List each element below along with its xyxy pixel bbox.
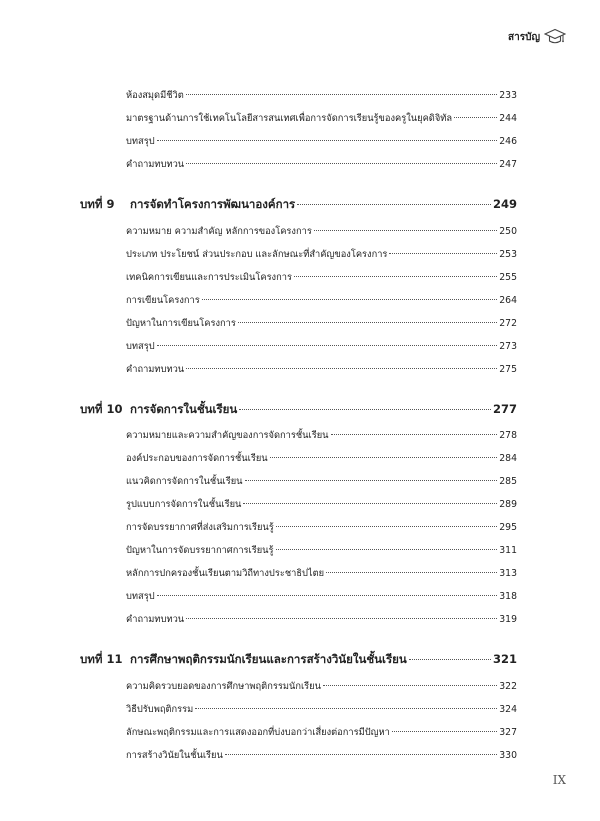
toc-entry[interactable]: [126, 88, 517, 103]
toc-entry-title: ปัญหาในการจัดบรรยากาศการเรียนรู้: [126, 545, 274, 556]
toc-entry-page-number: 233: [499, 90, 517, 101]
toc-entry-title: บทสรุป: [126, 136, 155, 147]
toc-entry-title: คำถามทบทวน: [126, 159, 185, 170]
dot-leader: [314, 230, 497, 231]
chapter-title: การจัดทำโครงการพัฒนาองค์การ: [130, 197, 296, 211]
toc-entry-page-number: 285: [499, 476, 517, 487]
toc-entry-page-number: 318: [499, 591, 517, 602]
chapter-page-number: 321: [492, 652, 517, 666]
toc-entry-title: องค์ประกอบของการจัดการชั้นเรียน: [126, 453, 268, 464]
toc-entry-page-number: 289: [499, 499, 517, 510]
toc-entry-title: การจัดบรรยากาศที่ส่งเสริมการเรียนรู้: [126, 522, 274, 533]
toc-entry-title: คำถามทบทวน: [126, 364, 185, 375]
page-number: IX: [552, 773, 566, 787]
dot-leader: [243, 503, 497, 504]
dot-leader: [238, 322, 497, 323]
toc-entry[interactable]: [126, 566, 517, 581]
toc-entry-title: บทสรุป: [126, 341, 155, 352]
toc-entry-page-number: 278: [499, 430, 517, 441]
chapter-page-number: 249: [492, 197, 517, 211]
graduation-cap-icon: [544, 28, 566, 46]
dot-leader: [326, 572, 497, 573]
toc-entry[interactable]: [126, 543, 517, 558]
toc-entry-title: ความคิดรวบยอดของการศึกษาพฤติกรรมนักเรียน: [126, 681, 321, 692]
dot-leader: [245, 480, 498, 481]
dot-leader: [157, 140, 498, 141]
toc-entry-page-number: 246: [499, 136, 517, 147]
toc-entry[interactable]: [126, 612, 517, 627]
toc-entry[interactable]: [126, 451, 517, 466]
toc-entry-title: ประเภท ประโยชน์ ส่วนประกอบ และลักษณะที่สำคัญของโครงการ: [126, 249, 388, 260]
toc-entry-title: การสร้างวินัยในชั้นเรียน: [126, 750, 223, 761]
toc-entry[interactable]: [126, 679, 517, 694]
toc-entry[interactable]: [126, 247, 517, 262]
toc-entry-page-number: 255: [499, 272, 517, 283]
dot-leader: [389, 253, 497, 254]
toc-entry[interactable]: [126, 157, 517, 172]
chapter-number: บทที่ 9: [80, 197, 115, 211]
chapter-heading[interactable]: [80, 401, 517, 419]
chapter-number: บทที่ 11: [80, 652, 123, 666]
dot-leader: [186, 94, 497, 95]
toc-entry-title: ลักษณะพฤติกรรมและการแสดงออกที่บ่งบอกว่าเสี่ยงต่อการมีปัญหา: [126, 727, 390, 738]
toc-entry[interactable]: [126, 270, 517, 285]
toc-entry[interactable]: [126, 520, 517, 535]
running-header-title: สารบัญ: [508, 31, 540, 43]
toc-entry-title: การเขียนโครงการ: [126, 295, 200, 306]
toc-entry-title: ห้องสมุดมีชีวิต: [126, 90, 184, 101]
dot-leader: [270, 457, 498, 458]
dot-leader: [202, 299, 497, 300]
toc-entry-title: มาตรฐานด้านการใช้เทคโนโลยีสารสนเทศเพื่อการจัดการเรียนรู้ของครูในยุคดิจิทัล: [126, 113, 453, 124]
toc-entry-title: หลักการปกครองชั้นเรียนตามวิถีทางประชาธิปไตย: [126, 568, 325, 579]
toc-entry-title: แนวคิดการจัดการในชั้นเรียน: [126, 476, 243, 487]
dot-leader: [186, 368, 497, 369]
dot-leader: [157, 595, 498, 596]
toc-entry-title: ปัญหาในการเขียนโครงการ: [126, 318, 236, 329]
toc-entry[interactable]: [126, 339, 517, 354]
toc-entry-page-number: 273: [499, 341, 517, 352]
chapter-heading[interactable]: [80, 196, 517, 214]
toc-entry[interactable]: [126, 428, 517, 443]
toc-entry-page-number: 247: [499, 159, 517, 170]
chapter-heading[interactable]: [80, 651, 517, 669]
toc-entry[interactable]: [126, 589, 517, 604]
dot-leader: [276, 526, 497, 527]
toc-entry-title: รูปแบบการจัดการในชั้นเรียน: [126, 499, 242, 510]
toc-entry-title: บทสรุป: [126, 591, 155, 602]
dot-leader: [186, 618, 497, 619]
chapter-page-number: 277: [492, 402, 517, 416]
running-header: [508, 28, 566, 46]
toc-entry[interactable]: [126, 134, 517, 149]
toc-entry[interactable]: [126, 702, 517, 717]
toc-entry-page-number: 319: [499, 614, 517, 625]
toc-entry-page-number: 295: [499, 522, 517, 533]
toc-entry-page-number: 250: [499, 226, 517, 237]
toc-entry-title: คำถามทบทวน: [126, 614, 185, 625]
dot-leader: [297, 204, 491, 205]
dot-leader: [454, 117, 497, 118]
toc-entry[interactable]: [126, 474, 517, 489]
toc-entry-title: เทคนิคการเขียนและการประเมินโครงการ: [126, 272, 292, 283]
toc-entry[interactable]: [126, 362, 517, 377]
toc-entry-page-number: 324: [499, 704, 517, 715]
toc-entry-page-number: 327: [499, 727, 517, 738]
dot-leader: [276, 549, 498, 550]
toc-entry-page-number: 284: [499, 453, 517, 464]
dot-leader: [392, 731, 497, 732]
dot-leader: [294, 276, 497, 277]
toc-entry[interactable]: [126, 111, 517, 126]
toc-entry-page-number: 322: [499, 681, 517, 692]
toc-entry-page-number: 253: [499, 249, 517, 260]
toc-entry-page-number: 330: [499, 750, 517, 761]
toc-entry-page-number: 264: [499, 295, 517, 306]
toc-entry-page-number: 275: [499, 364, 517, 375]
toc-entry-title: ความหมาย ความสำคัญ หลักการของโครงการ: [126, 226, 312, 237]
toc-entry-page-number: 311: [499, 545, 517, 556]
toc-entry[interactable]: [126, 497, 517, 512]
chapter-number: บทที่ 10: [80, 402, 123, 416]
toc-entry[interactable]: [126, 293, 517, 308]
dot-leader: [195, 708, 497, 709]
toc-entry[interactable]: [126, 725, 517, 740]
dot-leader: [157, 345, 498, 346]
dot-leader: [331, 434, 498, 435]
toc-entry-page-number: 244: [499, 113, 517, 124]
toc-entry-page-number: 313: [499, 568, 517, 579]
chapter-title: การศึกษาพฤติกรรมนักเรียนและการสร้างวินัยในชั้นเรียน: [130, 652, 407, 666]
toc-entry[interactable]: [126, 748, 517, 763]
toc-entry-title: วิธีปรับพฤติกรรม: [126, 704, 194, 715]
toc-entry[interactable]: [126, 224, 517, 239]
dot-leader: [186, 163, 497, 164]
dot-leader: [409, 659, 491, 660]
toc-entry[interactable]: [126, 316, 517, 331]
dot-leader: [225, 754, 497, 755]
toc-entry-page-number: 272: [499, 318, 517, 329]
dot-leader: [323, 685, 497, 686]
chapter-title: การจัดการในชั้นเรียน: [130, 402, 238, 416]
toc-entry-title: ความหมายและความสำคัญของการจัดการชั้นเรียน: [126, 430, 329, 441]
dot-leader: [239, 409, 491, 410]
